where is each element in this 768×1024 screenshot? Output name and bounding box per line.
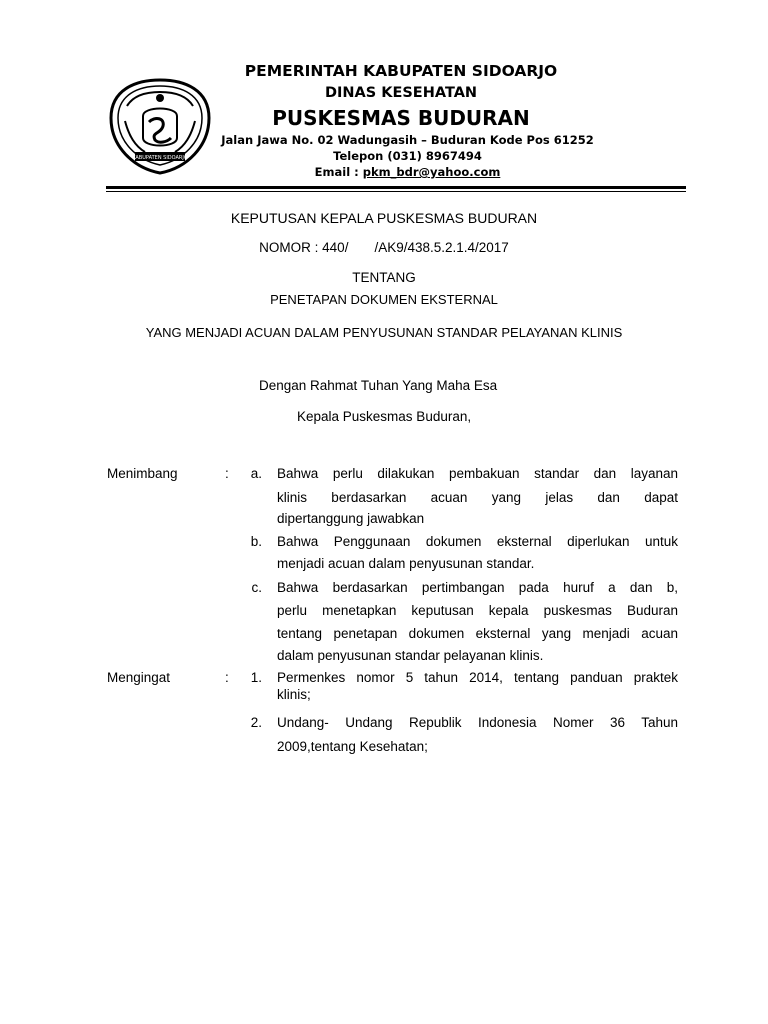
mengingat-marker-2: 2. [250,715,262,730]
menimbang-colon: : [225,466,229,481]
menimbang-a-line-1: Bahwa perlu dilakukan pembakuan standar dan layanan [277,466,678,481]
menimbang-c-line-1: Bahwa berdasarkan pertimbangan pada huruf a dan b, [277,580,678,595]
menimbang-c-line-2: perlu menetapkan keputusan kepala puskesmas Buduran [277,603,678,618]
mengingat-label: Mengingat [107,670,171,685]
sidoarjo-emblem-logo [105,76,215,176]
number-suffix: /AK9/438.5.2.1.4/2017 [374,240,509,255]
mengingat-2-line-2: 2009,tentang Kesehatan; [277,739,428,754]
menimbang-b-line-1: Bahwa Penggunaan dokumen eksternal diperlukan untuk [277,534,678,549]
address: Jalan Jawa No. 02 Wadungasih – Buduran Kode Pos 61252 [221,133,594,147]
menimbang-label: Menimbang [107,466,178,481]
mengingat-marker-1: 1. [250,670,262,685]
menimbang-b-line-2: menjadi acuan dalam penyusunan standar. [277,556,535,571]
menimbang-marker-a: a. [250,466,262,481]
mengingat-2-line-1: Undang- Undang Republik Indonesia Nomer 36 Tahun [277,715,678,730]
subject-line-1: PENETAPAN DOKUMEN EKSTERNAL [270,292,498,307]
decision-number [0,240,768,255]
menimbang-a-line-2: klinis berdasarkan acuan yang jelas dan dapat [277,490,678,505]
agency-name: DINAS KESEHATAN [324,85,478,101]
institution-name: PUSKESMAS BUDURAN [272,106,530,130]
government-name: PEMERINTAH KABUPATEN SIDOARJO [244,62,558,80]
menimbang-c-line-4: dalam penyusunan standar pelayanan klinis. [277,648,544,663]
opening-invocation: Dengan Rahmat Tuhan Yang Maha Esa [259,378,498,393]
letterhead-rule-thin [106,191,686,192]
mengingat-colon: : [225,670,229,685]
subject-line-2: YANG MENJADI ACUAN DALAM PENYUSUNAN STANDAR PELAYANAN KLINIS [145,325,623,340]
menimbang-marker-c: c. [251,580,262,595]
opening-signatory: Kepala Puskesmas Buduran, [297,409,472,424]
decision-title: KEPUTUSAN KEPALA PUSKESMAS BUDURAN [230,210,538,226]
menimbang-a-line-3: dipertanggung jawabkan [277,511,425,526]
phone: Telepon (031) 8967494 [333,149,482,163]
letterhead-rule-thick [106,186,686,189]
email-label: Email : [314,165,363,179]
menimbang-c-line-3: tentang penetapan dokumen eksternal yang menjadi acuan [277,626,678,641]
mengingat-1-line-1: Permenkes nomor 5 tahun 2014, tentang panduan praktek [277,670,678,685]
email-line [215,165,600,179]
mengingat-1-line-2: klinis; [277,687,311,702]
logo-lettering: KABUPATEN SIDOARJO [132,155,188,161]
about-heading: TENTANG [352,270,416,285]
email-link[interactable]: pkm_bdr@yahoo.com [362,165,501,179]
number-prefix: NOMOR : 440/ [259,240,349,255]
menimbang-marker-b: b. [250,534,262,549]
